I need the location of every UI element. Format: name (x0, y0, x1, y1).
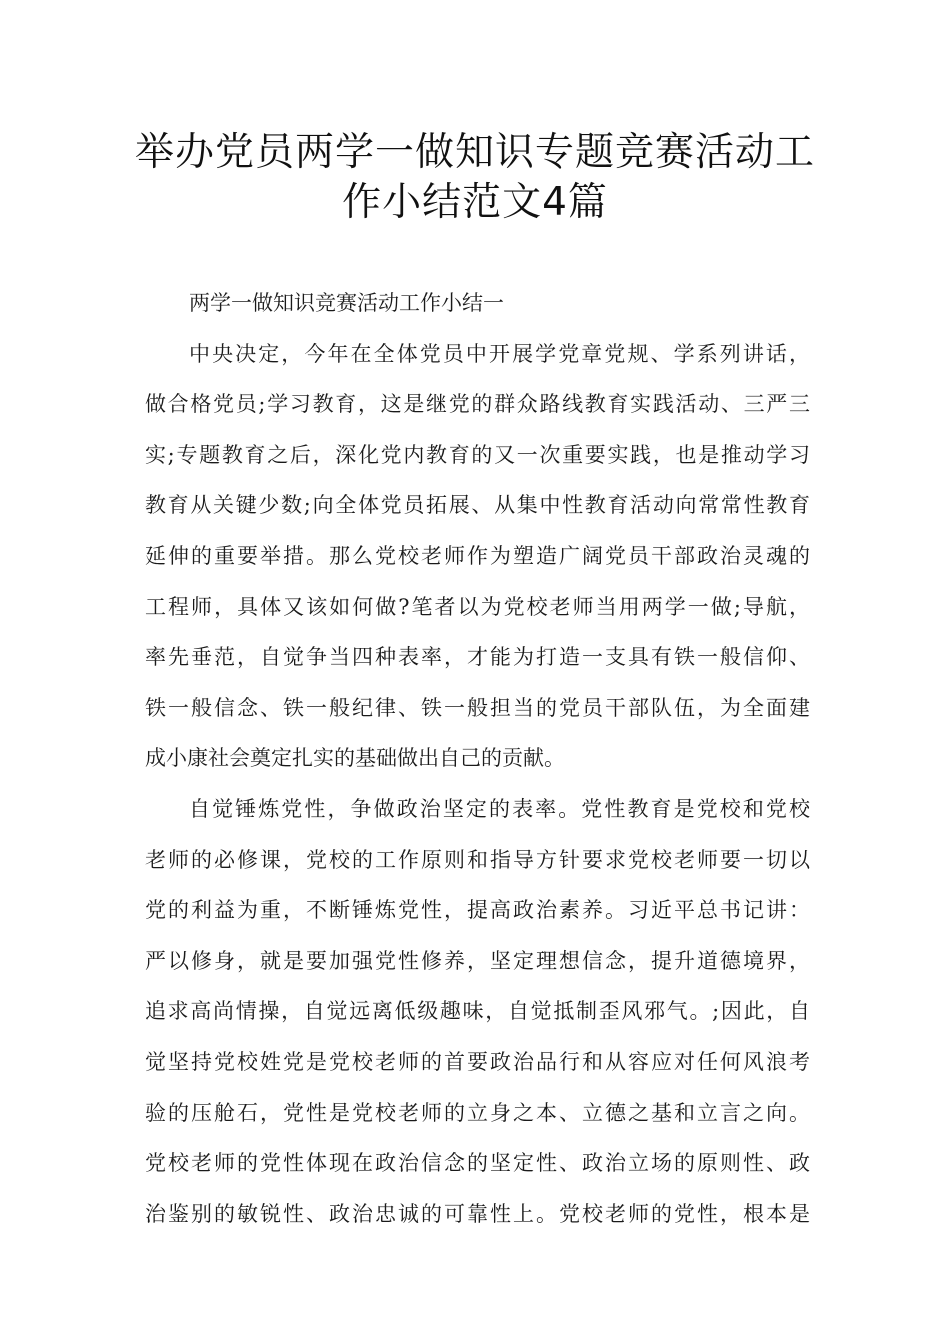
body-line: 教育从关键少数;向全体党员拓展、从集中性教育活动向常常性教育 (145, 493, 810, 518)
body-line: 两学一做知识竞赛活动工作小结一 (189, 291, 504, 315)
body-line: 自觉锤炼党性，争做政治坚定的表率。党性教育是党校和党校 (189, 796, 810, 821)
body-line: 严以修身，就是要加强党性修养，坚定理想信念，提升道德境界， (145, 948, 810, 973)
body-line: 党的利益为重，不断锤炼党性，提高政治素养。习近平总书记讲： (145, 898, 810, 923)
body-line: 延伸的重要举措。那么党校老师作为塑造广阔党员干部政治灵魂的 (145, 543, 810, 568)
body-line: 实;专题教育之后，深化党内教育的又一次重要实践，也是推动学习 (145, 442, 810, 467)
body-line: 率先垂范，自觉争当四种表率，才能为打造一支具有铁一般信仰、 (145, 645, 810, 670)
body-line: 铁一般信念、铁一般纪律、铁一般担当的党员干部队伍，为全面建 (145, 695, 810, 720)
title-line-2: 作小结范文4篇 (342, 180, 608, 225)
body-line: 做合格党员;学习教育，这是继党的群众路线教育实践活动、三严三 (145, 392, 810, 417)
body-line: 党校老师的党性体现在政治信念的坚定性、政治立场的原则性、政 (145, 1151, 810, 1176)
body-line: 觉坚持党校姓党是党校老师的首要政治品行和从容应对任何风浪考 (145, 1049, 810, 1074)
body-line: 成小康社会奠定扎实的基础做出自己的贡献。 (145, 746, 565, 771)
title-line-1: 举办党员两学一做知识专题竞赛活动工 (134, 130, 815, 175)
body-line: 追求高尚情操，自觉远离低级趣味，自觉抵制歪风邪气。;因此，自 (145, 999, 810, 1024)
body-line: 中央决定，今年在全体党员中开展学党章党规、学系列讲话， (189, 341, 810, 366)
body-line: 老师的必修课，党校的工作原则和指导方针要求党校老师要一切以 (145, 847, 810, 872)
body-line: 工程师，具体又该如何做?笔者以为党校老师当用两学一做;导航， (145, 594, 810, 619)
document-title (120, 128, 830, 228)
document-body (145, 278, 810, 1239)
body-line: 验的压舱石，党性是党校老师的立身之本、立德之基和立言之向。 (145, 1100, 810, 1125)
body-line: 治鉴别的敏锐性、政治忠诚的可靠性上。党校老师的党性，根本是 (145, 1201, 810, 1226)
